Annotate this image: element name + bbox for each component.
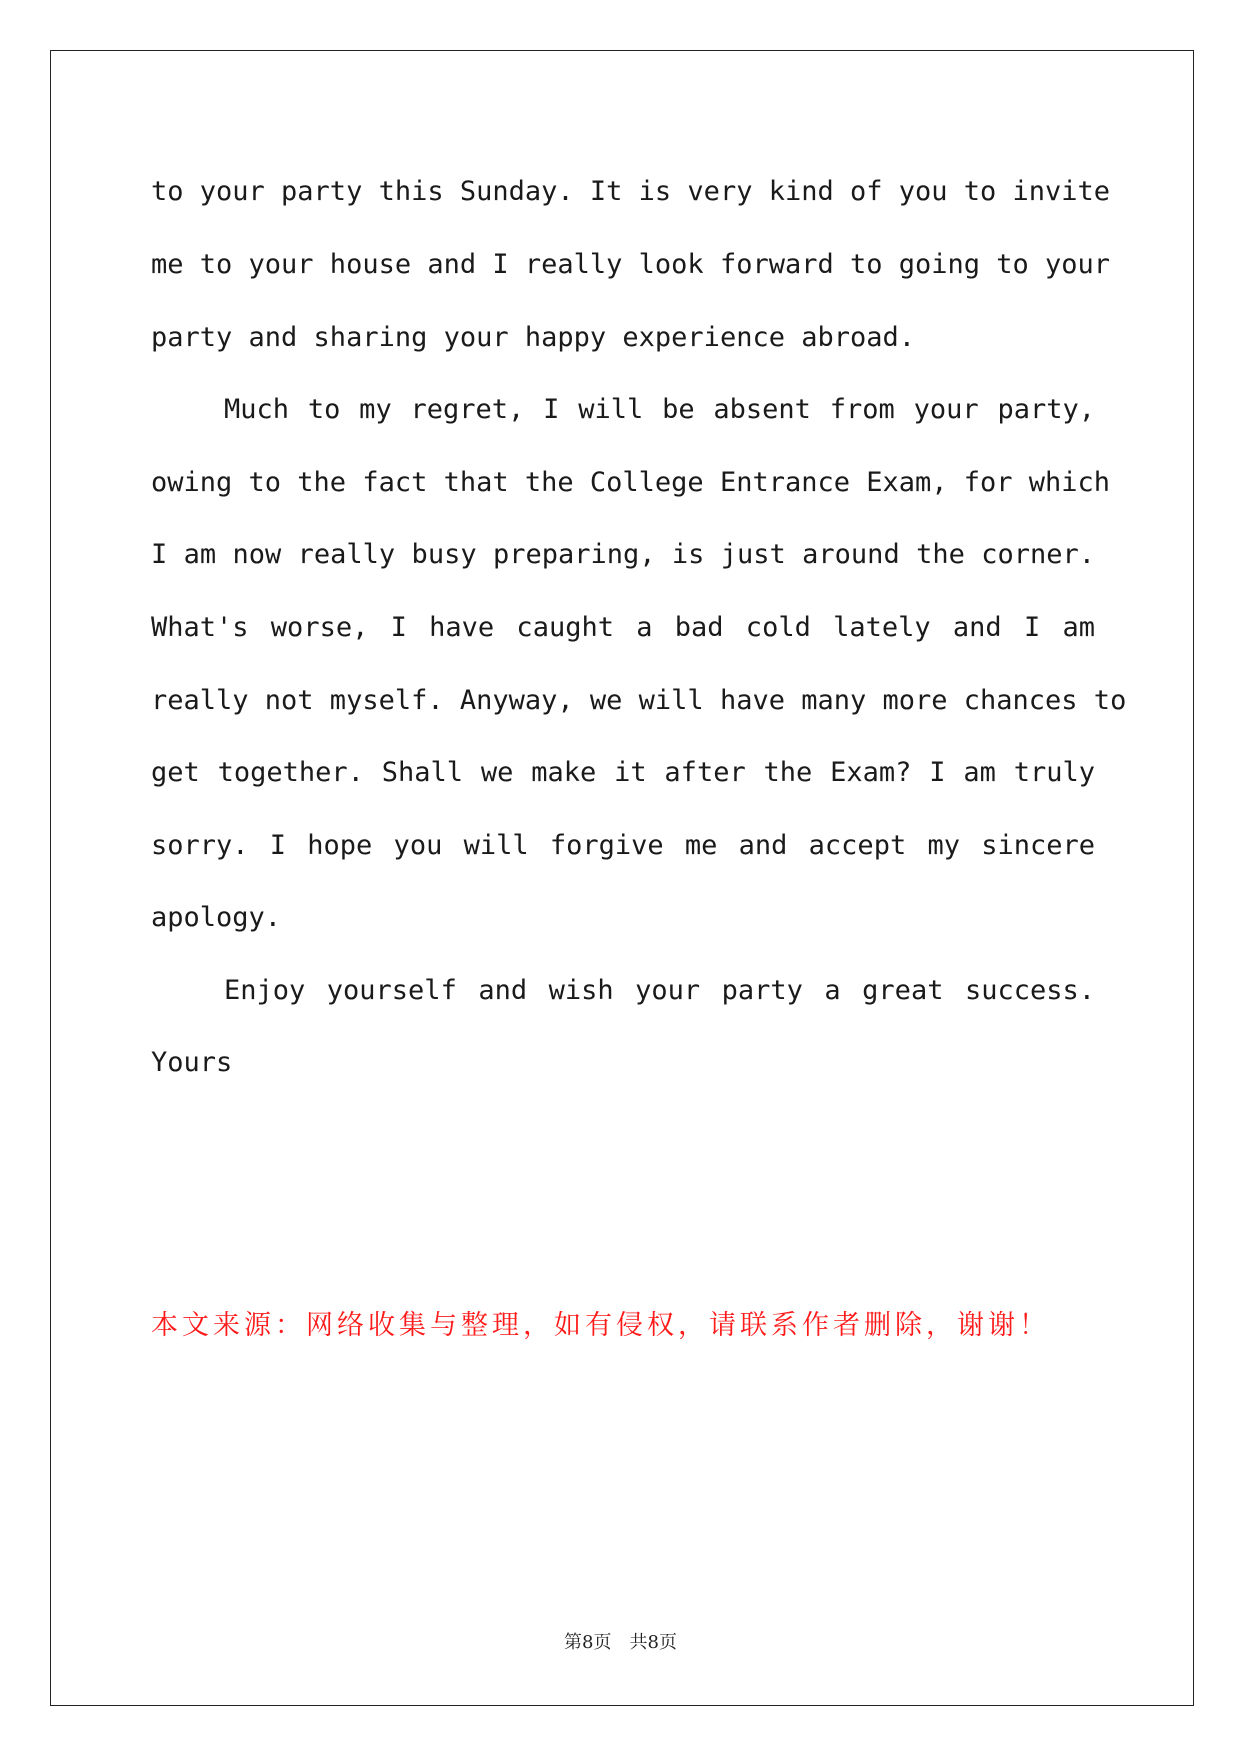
text-line: I am now really busy preparing, is just around the corner. bbox=[151, 539, 1095, 570]
text-line: What's worse, I have caught a bad cold lately and I am bbox=[151, 612, 1095, 643]
page-number: 第8页 bbox=[564, 1632, 612, 1653]
text-line: Much to my regret, I will be absent from your party, bbox=[224, 394, 1095, 425]
text-line: apology. bbox=[151, 902, 282, 933]
text-line: sorry. I hope you will forgive me and accept my sincere bbox=[151, 830, 1095, 861]
text-line: party and sharing your happy experience abroad. bbox=[151, 322, 916, 353]
text-line: me to your house and I really look forward to going to your bbox=[151, 249, 1111, 280]
page-total: 共8页 bbox=[629, 1632, 677, 1653]
text-line: Yours bbox=[151, 1047, 233, 1078]
text-line: owing to the fact that the College Entrance Exam, for which bbox=[151, 467, 1111, 498]
page-border bbox=[50, 50, 1194, 1706]
text-line: to your party this Sunday. It is very kind of you to invite bbox=[151, 176, 1111, 207]
source-notice: 本文来源：网络收集与整理，如有侵权，请联系作者删除，谢谢！ bbox=[151, 1310, 1050, 1341]
text-line: Enjoy yourself and wish your party a great success. bbox=[224, 975, 1095, 1006]
text-line: get together. Shall we make it after the Exam? I am truly bbox=[151, 757, 1095, 788]
page-footer bbox=[0, 1629, 1241, 1657]
text-line: really not myself. Anyway, we will have many more chances to bbox=[151, 685, 1127, 716]
